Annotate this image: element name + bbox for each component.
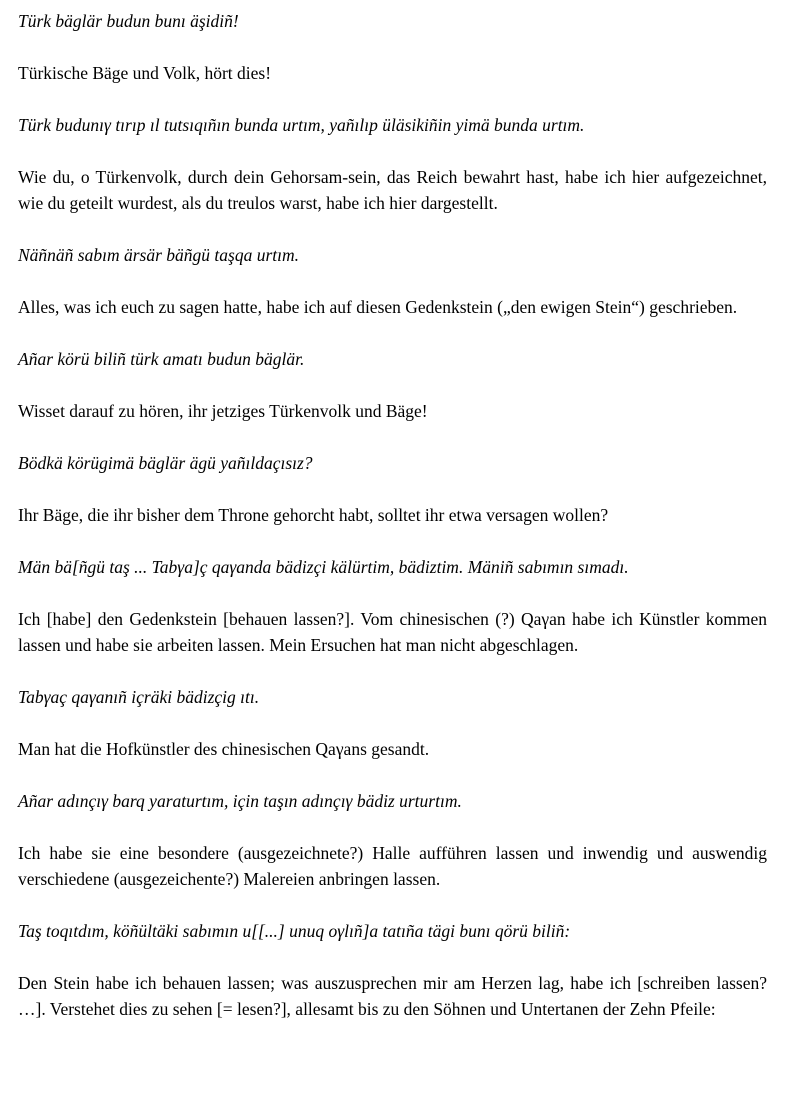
translation-paragraph: Ich [habe] den Gedenkstein [behauen lassen?]. Vom chinesischen (?) Qaγan habe ich Künstler kommen lassen und habe sie arbeiten lassen. Mein Ersuchen hat man nicht abgeschlagen. (18, 609, 767, 655)
transliteration-line: Bödkä körügimä bäglär ägü yañıldaçısız? (18, 453, 313, 473)
transliteration-line: Añar adınçıγ barq yaraturtım, için taşın adınçıγ bädiz urturtım. (18, 791, 462, 811)
translation-paragraph: Ihr Bäge, die ihr bisher dem Throne gehorcht habt, solltet ihr etwa versagen wollen? (18, 505, 609, 525)
translation-paragraph: Wisset darauf zu hören, ihr jetziges Türkenvolk und Bäge! (18, 401, 428, 421)
translation-paragraph: Alles, was ich euch zu sagen hatte, habe ich auf diesen Gedenkstein („den ewigen Stein“) geschrieben. (18, 297, 738, 317)
transliteration-line: Män bä[ñgü taş ... Tabγa]ç qaγanda bädizçi kälürtim, bädiztim. Mäniñ sabımın sımadı. (18, 557, 629, 577)
transliteration-line: Taş toqıtdım, köñültäki sabımın u[[...] unuq oγlıñ]a tatıña tägi bunı qörü biliñ: (18, 921, 571, 941)
translation-paragraph: Türkische Bäge und Volk, hört dies! (18, 63, 272, 83)
transliteration-line: Türk budunıγ tırıp ıl tutsıqıñın bunda urtım, yañılıp üläsikiñin yimä bunda urtım. (18, 115, 585, 135)
translation-paragraph: Wie du, o Türkenvolk, durch dein Gehorsam-sein, das Reich bewahrt hast, habe ich hier aufgezeichnet, wie du geteilt wurdest, als du treulos warst, habe ich hier dargestellt. (18, 167, 767, 213)
translation-paragraph: Man hat die Hofkünstler des chinesischen Qaγans gesandt. (18, 739, 430, 759)
transliteration-line: Näñnäñ sabım ärsär bäñgü taşqa urtım. (18, 245, 300, 265)
translation-paragraph: Ich habe sie eine besondere (ausgezeichnete?) Halle aufführen lassen und inwendig und auswendig verschiedene (ausgezeichente?) Malereien anbringen lassen. (18, 843, 767, 889)
transliteration-line: Türk bäglär budun bunı äşidiñ! (18, 11, 239, 31)
translation-paragraph: Den Stein habe ich behauen lassen; was auszusprechen mir am Herzen lag, habe ich [schreiben lassen? …]. Verstehet dies zu sehen [= lesen?], allesamt bis zu den Söhnen und Untertanen der Zehn Pfeile: (18, 973, 767, 1019)
transliteration-line: Añar körü biliñ türk amatı budun bäglär. (18, 349, 305, 369)
transliteration-line: Tabγaç qaγanıñ içräki bädizçig ıtı. (18, 687, 260, 707)
